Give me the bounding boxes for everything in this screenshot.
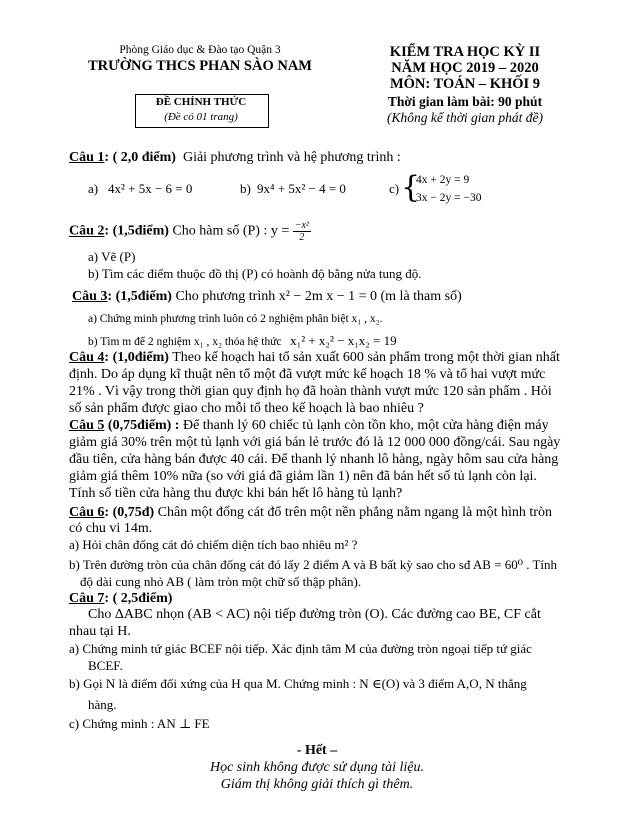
q3-b-text: b) Tìm m để 2 nghiệm x₁ , x₂ thỏa hệ thức <box>88 336 282 348</box>
footer-note-2: Giám thị không giải thích gì thêm. <box>220 777 414 792</box>
q5-text-3: giảm giá thêm 10% nữa (so với giá đã giảm lần 1) nên đã bán hết số tủ lạnh còn lại. <box>69 469 537 484</box>
q7-a-line-2: BCEF. <box>88 658 123 673</box>
q1-b-label: b) <box>240 181 251 196</box>
fraction-denominator: 2 <box>299 232 305 243</box>
question-7-label: Câu 7 <box>69 591 105 606</box>
q5-text-4: Tính số tiền cửa hàng thu được khi bán hết lô hàng tủ lạnh? <box>69 486 403 501</box>
fraction-numerator: −x² <box>294 220 309 231</box>
school-year: NĂM HỌC 2019 – 2020 <box>391 60 539 76</box>
q6-line1: Chân một đống cát đổ trên một nền phẳng nằm ngang là một hình tròn <box>157 505 552 520</box>
question-5-points: (0,75điểm) : <box>107 418 180 433</box>
q1-a-equation: 4x² + 5x − 6 = 0 <box>108 181 193 196</box>
subject: MÔN: TOÁN – KHỐI 9 <box>389 76 541 92</box>
q2-a: a) Vẽ (P) <box>88 249 136 264</box>
q3-b-equation: x₁² + x₂² − x₁x₂ = 19 <box>290 333 397 348</box>
question-2-label: Câu 2 <box>69 223 105 239</box>
question-2-points: : (1,5điểm) <box>104 223 169 239</box>
question-5-line-1 <box>69 418 549 434</box>
question-5-label: Câu 5 <box>69 418 105 433</box>
question-4-line-1 <box>69 350 560 366</box>
footer-note-1: Học sinh không được sử dụng tài liệu. <box>209 760 425 775</box>
q7-line2: nhau tại H. <box>69 624 131 639</box>
q3-a: a) Chứng minh phương trình luôn có 2 nghiệm phân biệt x₁ , x₂. <box>88 313 383 325</box>
q7-c: c) Chứng minh : AN ⊥ FE <box>69 716 210 731</box>
end-marker: - Hết – <box>296 743 338 758</box>
question-1-points: : ( 2,0 điểm) <box>104 150 176 165</box>
q4-text-2: 21% . Vì vậy trong thời gian quy định họ đã hoàn thành vượt mức 120 sản phẩm . Hỏi <box>69 384 552 399</box>
q5-text-0: Để thanh lý 60 chiếc tủ lạnh còn tồn kho, một cửa hàng điện máy <box>182 418 549 433</box>
question-6-line-1 <box>69 505 552 521</box>
q6-line2: có chu vi 14m. <box>69 521 153 536</box>
question-3-label: Câu 3 <box>72 289 108 304</box>
system-brace: { <box>401 170 421 205</box>
q6-a: a) Hỏi chân đống cát đó chiếm diện tích bao nhiêu m² ? <box>69 537 358 552</box>
question-6-label: Câu 6 <box>69 505 105 520</box>
page-count: (Đề có 01 trang) <box>164 111 238 123</box>
question-1-label: Câu 1 <box>69 150 105 165</box>
question-1-heading <box>69 150 401 166</box>
question-2-text: Cho hàm số (P) : y = <box>172 223 290 239</box>
question-2-heading <box>69 220 311 243</box>
school-name: TRƯỜNG THCS PHAN SÀO NAM <box>88 58 312 74</box>
question-6-points: : (0,75đ) <box>104 505 155 520</box>
q1-c-equation-1: 4x + 2y = 9 <box>416 174 470 186</box>
question-3-points: : (1,5điểm) <box>107 289 172 304</box>
q7-line1: Cho ΔABC nhọn (AB < AC) nội tiếp đường tròn (O). Các đường cao BE, CF cắt <box>88 607 541 622</box>
q1-a-label: a) <box>88 181 99 196</box>
q4-text-3: số sản phẩm được giao cho mỗi tổ theo kế hoạch là bao nhiêu ? <box>69 401 424 416</box>
q7-b-line-2: hàng. <box>88 697 117 712</box>
q6-b-line-1: b) Trên đường tròn của chân đống cát đó lấy 2 điểm A và B bất kỳ sao cho sđ AB = 60⁰ . Tính <box>69 557 558 572</box>
q7-b-line-1: b) Gọi N là điểm đối xứng của H qua M. Chứng minh : N ∈(O) và 3 điểm A,O, N thẳng <box>69 676 527 691</box>
department-name: Phòng Giáo dục & Đào tạo Quận 3 <box>119 44 281 56</box>
exam-title: KIỂM TRA HỌC KỲ II <box>389 44 541 60</box>
q4-text-0: Theo kế hoạch hai tổ sản xuất 600 sản phẩm trong một thời gian nhất <box>172 350 560 365</box>
q2-b: b) Tìm các điểm thuộc đồ thị (P) có hoành độ bằng nửa tung độ. <box>88 266 422 281</box>
q1-b-equation: 9x⁴ + 5x² − 4 = 0 <box>257 181 346 196</box>
q5-text-2: đầu tiên, cửa hàng bán được 40 cái. Để thanh lý nhanh lô hàng, ngày hôm sau cửa hàng <box>69 452 559 467</box>
question-1-text: Giải phương trình và hệ phương trình : <box>182 150 401 165</box>
question-7-heading <box>69 591 172 607</box>
function-fraction <box>293 220 311 243</box>
q5-text-1: giảm giá 30% trên một tủ lạnh với giá bán lẻ trước đó là 12 000 000 đồng/cái. Sau ngày <box>69 435 561 450</box>
question-3-heading <box>72 289 462 305</box>
q1-c-equation-2: 3x − 2y = −30 <box>416 192 482 204</box>
q3-b <box>88 333 397 349</box>
question-4-label: Câu 4 <box>69 350 105 365</box>
exam-time: Thời gian làm bài: 90 phút <box>387 94 543 109</box>
q4-text-1: định. Do áp dụng kĩ thuật nên tổ một đã vượt mức kế hoạch 18 % và tổ hai vượt mức <box>69 367 546 382</box>
time-note: (Không kể thời gian phát đề) <box>386 110 544 125</box>
official-label: ĐỀ CHÍNH THỨC <box>155 96 247 108</box>
question-3-text: Cho phương trình x² − 2m x − 1 = 0 (m là tham số) <box>175 289 462 304</box>
q6-b-line-2: độ dài cung nhỏ AB ( làm tròn một chữ số thập phân). <box>80 574 362 589</box>
question-7-points: : ( 2,5điểm) <box>104 591 173 606</box>
q7-a-line-1: a) Chứng minh tứ giác BCEF nội tiếp. Xác định tâm M của đường tròn ngoại tiếp tứ giác <box>69 641 532 656</box>
q1-c-label: c) <box>389 181 400 196</box>
question-4-points: : (1,0điểm) <box>104 350 169 365</box>
